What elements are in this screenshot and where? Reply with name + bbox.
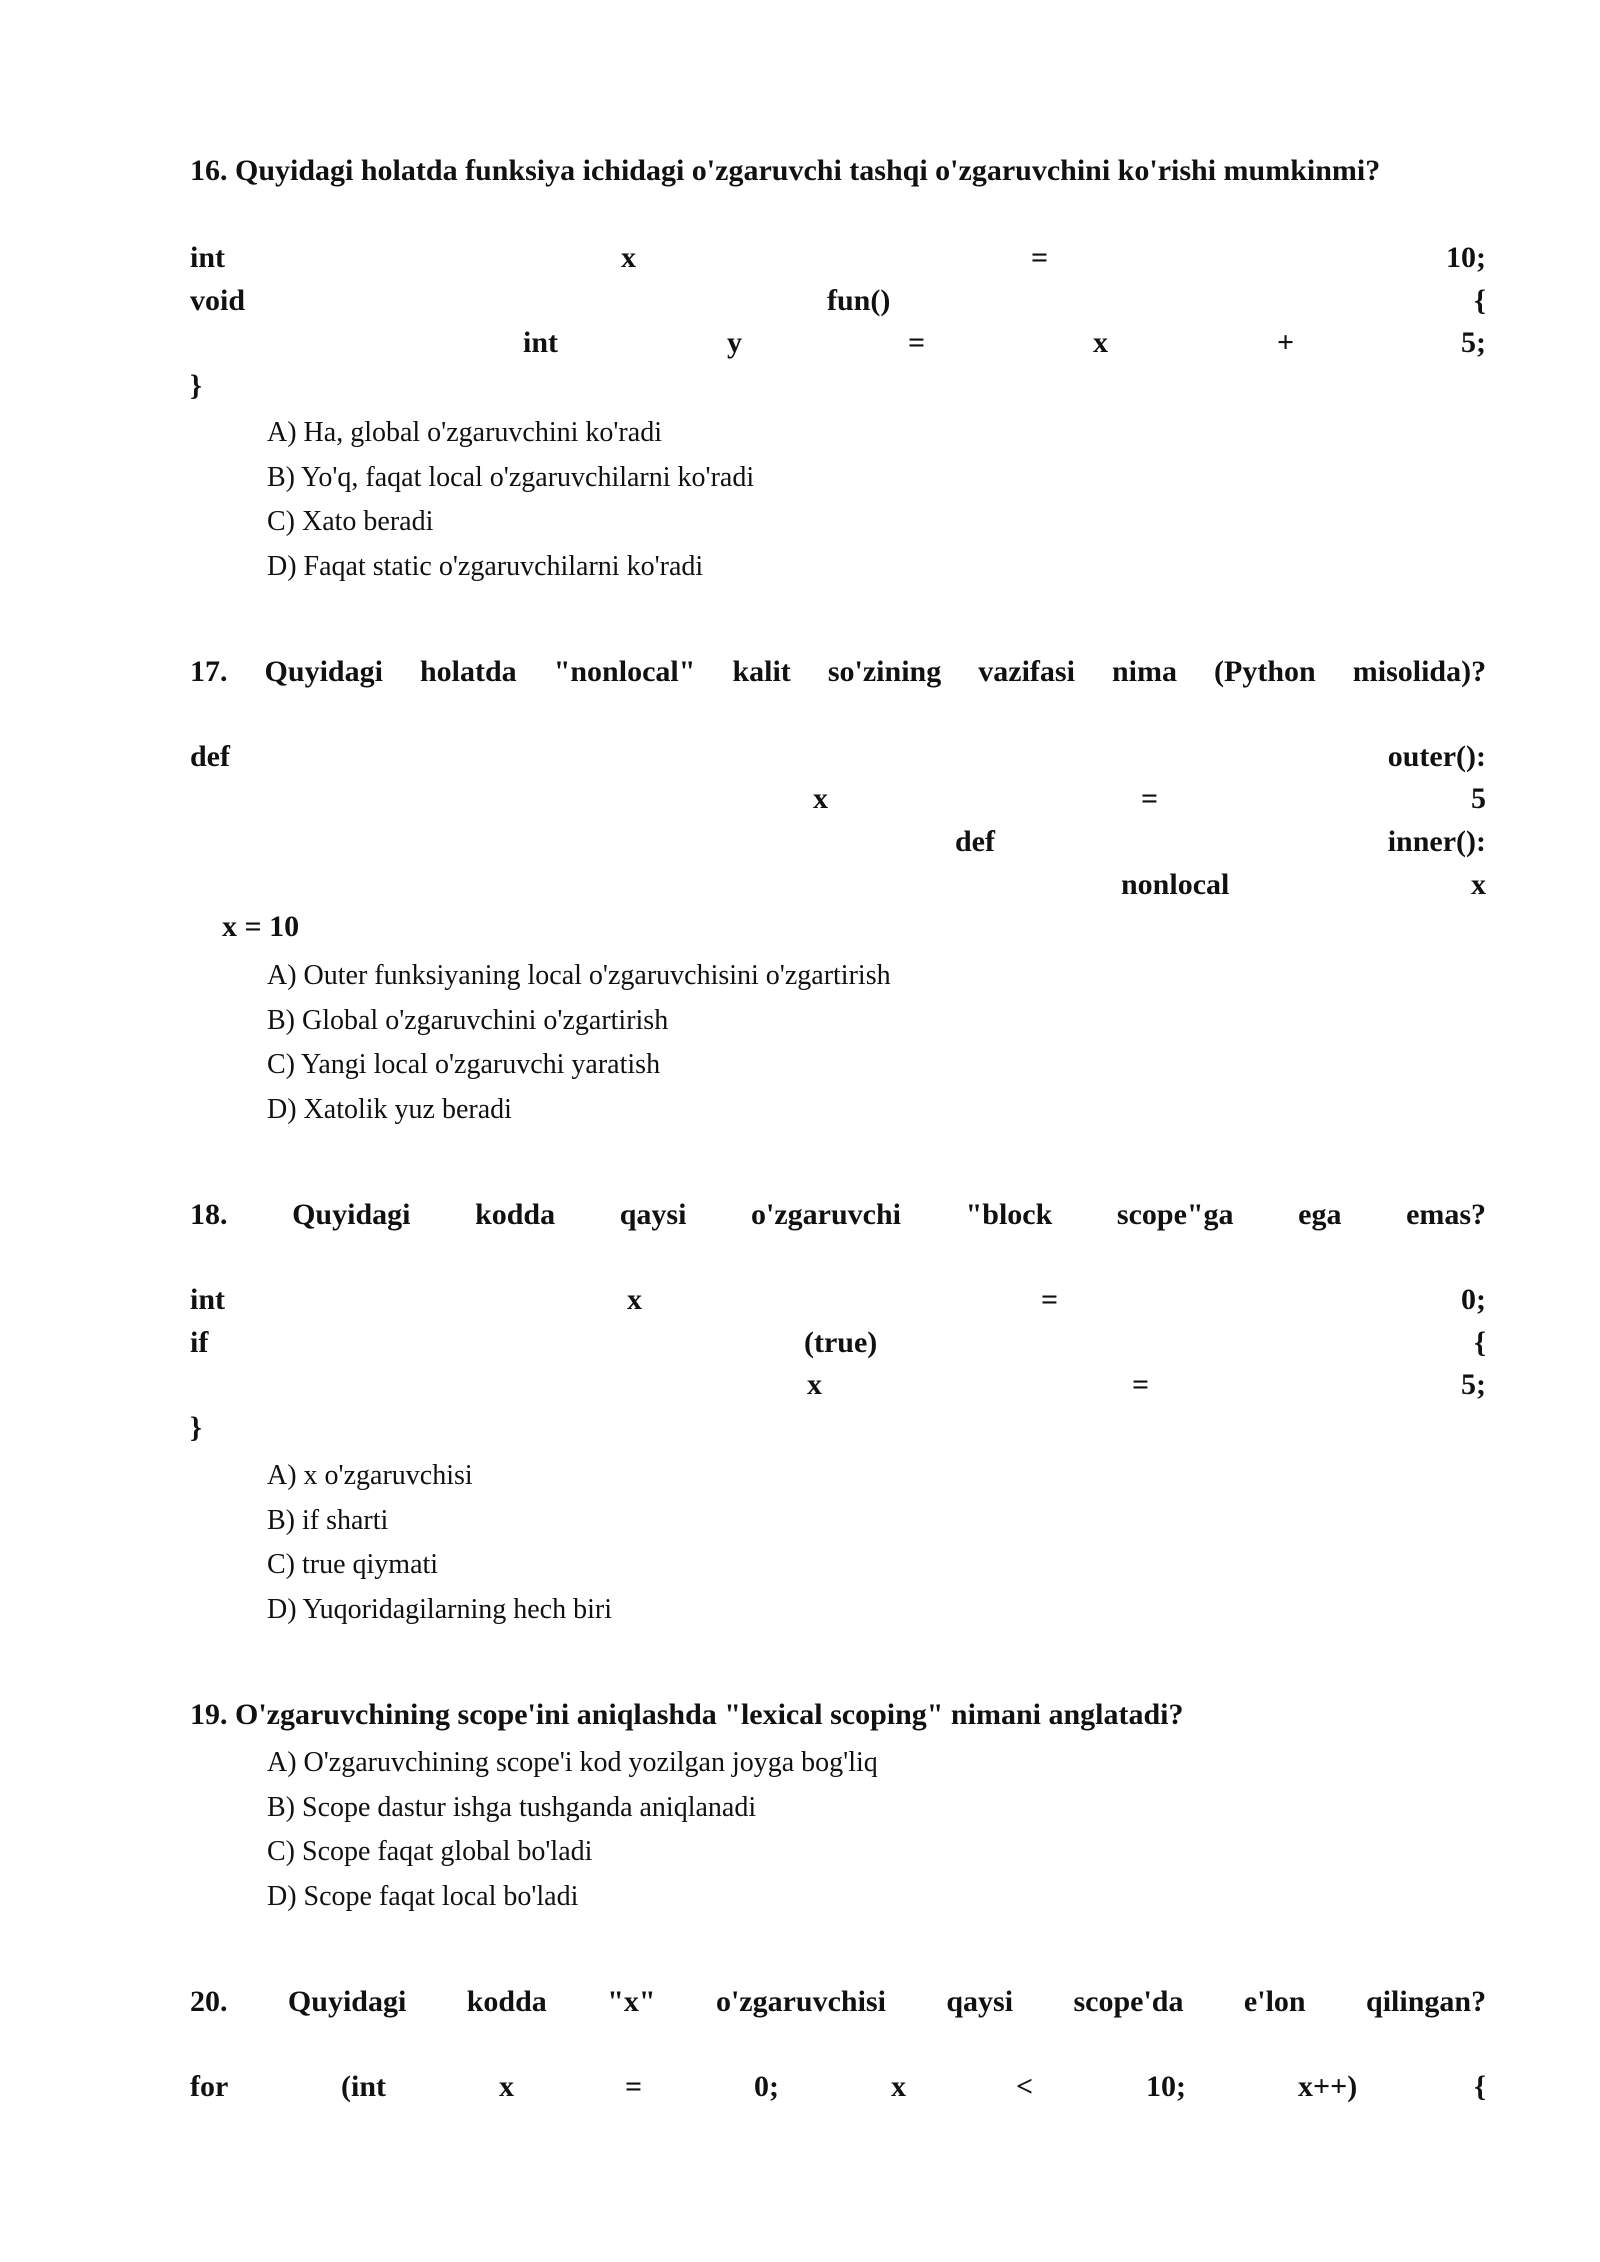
- answer-option-a: A) Outer funksiyaning local o'zgaruvchisini o'zgartirish: [267, 960, 891, 991]
- question-16-code-line-3: [190, 322, 1486, 364]
- code-token: +: [1277, 326, 1295, 359]
- question-17-code-line-5: [190, 906, 1486, 948]
- question-18-title: [190, 1194, 1486, 1236]
- code-token: 5;: [1461, 1368, 1486, 1401]
- code-token: inner():: [1387, 825, 1486, 858]
- code-token: 10;: [1446, 241, 1486, 274]
- title-word: (Python: [1214, 655, 1316, 688]
- title-word: e'lon: [1243, 1985, 1306, 2018]
- code-token: def: [190, 740, 230, 773]
- question-16-code-line-1: [190, 237, 1486, 279]
- code-token: x: [1093, 326, 1108, 359]
- code-token: }: [190, 369, 202, 402]
- code-token: if: [190, 1326, 209, 1359]
- code-token: =: [1141, 782, 1159, 815]
- title-word: qaysi: [619, 1198, 687, 1231]
- code-token: x: [621, 241, 636, 274]
- code-token: void: [190, 284, 246, 317]
- question-18-code-line-1: [190, 1279, 1486, 1321]
- question-18-code-line-2: [190, 1322, 1486, 1364]
- answer-option-d: D) Scope faqat local bo'ladi: [267, 1880, 579, 1912]
- title-word: kodda: [475, 1198, 556, 1231]
- title-word: scope'da: [1073, 1985, 1184, 2018]
- question-17-code-line-2: [190, 778, 1486, 820]
- title-word: "block: [965, 1198, 1053, 1231]
- code-token: <: [1016, 2070, 1034, 2103]
- title-word: misolida)?: [1352, 655, 1487, 688]
- answer-option-a: A) O'zgaruvchining scope'i kod yozilgan joyga bog'liq: [267, 1747, 878, 1778]
- question-17-options: [267, 954, 891, 1132]
- question-16-code-line-4: [190, 365, 1486, 407]
- answer-option-c: C) true qiymati: [267, 1549, 439, 1580]
- code-token: x: [499, 2070, 514, 2103]
- title-word: ega: [1298, 1198, 1342, 1231]
- title-word: kodda: [466, 1985, 547, 2018]
- code-token: (int: [341, 2070, 386, 2103]
- title-word: 20.: [190, 1985, 228, 2018]
- question-17-title: [190, 651, 1486, 693]
- question-19-options: [267, 1741, 878, 1919]
- code-token: outer():: [1387, 740, 1486, 773]
- code-token: {: [1474, 284, 1486, 317]
- title-word: Quyidagi: [287, 1985, 407, 2018]
- code-token: =: [1031, 241, 1049, 274]
- title-word: vazifasi: [978, 655, 1075, 688]
- title-word: so'zining: [827, 655, 942, 688]
- code-token: fun(): [827, 284, 891, 317]
- answer-option-b: B) if sharti: [267, 1504, 389, 1536]
- code-token: int: [190, 1283, 226, 1316]
- code-token: nonlocal: [1121, 868, 1230, 901]
- question-16-title: 16. Quyidagi holatda funksiya ichidagi o'zgaruvchi tashqi o'zgaruvchini ko'rishi mumkinmi?: [190, 154, 1381, 187]
- answer-option-b: B) Scope dastur ishga tushganda aniqlanadi: [267, 1791, 757, 1823]
- code-token: int: [190, 241, 226, 274]
- code-token: x: [813, 782, 828, 815]
- answer-option-d: D) Faqat static o'zgaruvchilarni ko'radi: [267, 550, 704, 582]
- code-token: x: [1471, 868, 1486, 901]
- code-token: =: [1041, 1283, 1059, 1316]
- code-token: =: [1132, 1368, 1150, 1401]
- code-token: for: [190, 2070, 229, 2103]
- code-token: =: [625, 2070, 643, 2103]
- title-word: holatda: [419, 655, 517, 688]
- title-word: nima: [1111, 655, 1177, 688]
- title-word: 17.: [190, 655, 228, 688]
- code-token: 5;: [1461, 326, 1486, 359]
- code-token: }: [190, 1411, 202, 1444]
- title-word: kalit: [732, 655, 791, 688]
- answer-option-b: B) Global o'zgaruvchini o'zgartirish: [267, 1004, 669, 1036]
- code-token: y: [727, 326, 742, 359]
- code-token: x = 10: [222, 910, 300, 943]
- answer-option-a: A) Ha, global o'zgaruvchini ko'radi: [267, 417, 662, 448]
- question-19-title: 19. O'zgaruvchining scope'ini aniqlashda "lexical scoping" nimani anglatadi?: [190, 1698, 1184, 1731]
- question-18-options: [267, 1454, 612, 1632]
- title-word: Quyidagi: [292, 1198, 411, 1231]
- answer-option-d: D) Xatolik yuz beradi: [267, 1093, 512, 1125]
- answer-option-b: B) Yo'q, faqat local o'zgaruvchilarni ko'radi: [267, 461, 755, 493]
- code-token: {: [1474, 1326, 1486, 1359]
- code-token: int: [523, 326, 559, 359]
- code-token: x: [807, 1368, 822, 1401]
- title-word: o'zgaruvchisi: [715, 1985, 886, 2018]
- title-word: qaysi: [946, 1985, 1014, 2018]
- title-word: scope"ga: [1116, 1198, 1234, 1231]
- question-20-title: [190, 1981, 1486, 2023]
- code-token: {: [1474, 2070, 1486, 2103]
- question-18-code-line-3: [190, 1364, 1486, 1406]
- answer-option-c: C) Yangi local o'zgaruvchi yaratish: [267, 1049, 661, 1080]
- answer-option-d: D) Yuqoridagilarning hech biri: [267, 1593, 612, 1625]
- code-token: =: [908, 326, 926, 359]
- code-token: (true): [804, 1326, 878, 1359]
- code-token: 0;: [754, 2070, 779, 2103]
- code-token: 5: [1471, 782, 1486, 815]
- title-word: qilingan?: [1366, 1985, 1487, 2018]
- code-token: x++): [1298, 2070, 1358, 2103]
- title-word: 18.: [190, 1198, 228, 1231]
- title-word: "nonlocal": [553, 655, 696, 688]
- question-17-code-line-3: [190, 821, 1486, 863]
- question-20-code-line-1: [190, 2066, 1486, 2108]
- title-word: emas?: [1406, 1198, 1487, 1231]
- answer-option-c: C) Scope faqat global bo'ladi: [267, 1836, 593, 1867]
- title-word: Quyidagi: [264, 655, 383, 688]
- code-token: 10;: [1146, 2070, 1186, 2103]
- question-18-code-line-4: [190, 1407, 1486, 1449]
- answer-option-c: C) Xato beradi: [267, 506, 434, 537]
- code-token: x: [627, 1283, 642, 1316]
- code-token: def: [955, 825, 995, 858]
- title-word: o'zgaruvchi: [751, 1198, 902, 1231]
- question-16-options: [267, 411, 754, 589]
- code-token: x: [891, 2070, 906, 2103]
- question-17-code-line-4: [190, 864, 1486, 906]
- title-word: "x": [607, 1985, 656, 2018]
- answer-option-a: A) x o'zgaruvchisi: [267, 1460, 473, 1491]
- code-token: 0;: [1461, 1283, 1486, 1316]
- question-17-code-line-1: [190, 736, 1486, 778]
- question-16-code-line-2: [190, 280, 1486, 322]
